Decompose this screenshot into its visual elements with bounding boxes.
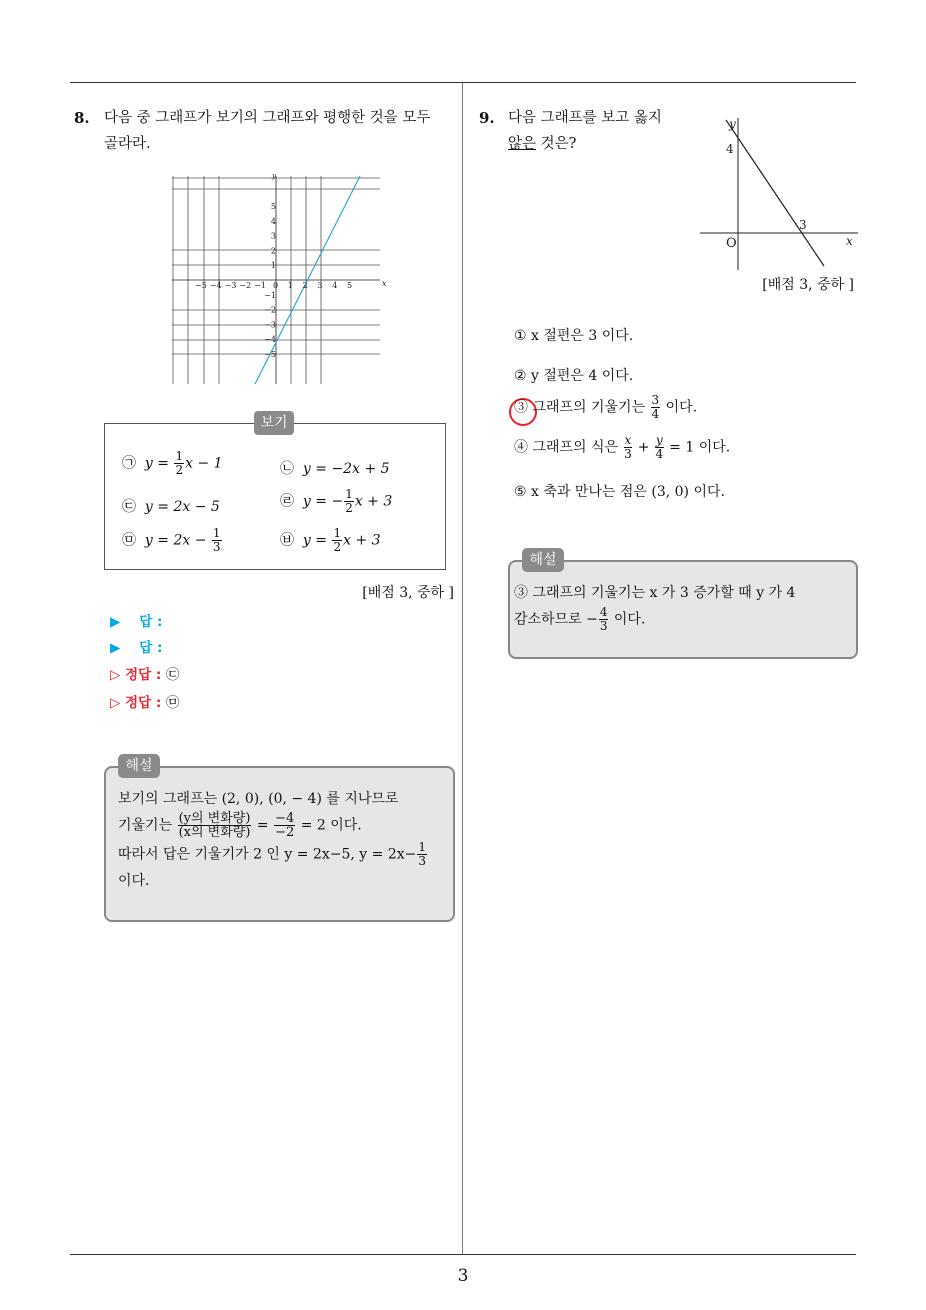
- q8-x-tick-label: 5: [347, 281, 353, 290]
- option-a-num: 1: [175, 449, 184, 463]
- option-f-num: 1: [333, 526, 342, 540]
- q9-line2-underlined: 않은: [508, 136, 537, 152]
- q8-line1: 다음 중 그래프가 보기의 그래프와 평행한 것을 모두: [104, 110, 431, 126]
- correct-line-2: [110, 691, 179, 711]
- q8-x-tick-label: 3: [317, 281, 323, 290]
- page-number: 3: [457, 1266, 469, 1286]
- q8-y-tick-label: 1: [270, 261, 276, 271]
- q9-solution-tag: 해설: [522, 548, 564, 572]
- q8-x-tick-label: 4: [332, 281, 338, 290]
- option-e-mark: ㉤: [122, 532, 136, 549]
- q8-solution-frac3-num: 1: [418, 840, 426, 854]
- q9-solution-line2-post: 이다.: [613, 611, 646, 628]
- option-d-frac: [344, 488, 354, 515]
- option-b-text: y = −2x + 5: [302, 461, 390, 477]
- option-f-frac: [332, 527, 342, 554]
- q9-choice-4: [514, 434, 730, 461]
- q8-solution-line3: [118, 841, 448, 868]
- q8-y-tick-label: 5: [270, 202, 276, 211]
- q9-line1: 다음 그래프를 보고 옳지: [508, 110, 662, 126]
- q9-solution-den: 3: [599, 619, 608, 633]
- q8-solution-line2-post: = 2 이다.: [300, 817, 362, 834]
- option-a-mark: ㉠: [122, 455, 136, 472]
- option-f: [280, 527, 381, 554]
- q8-y-tick-label: −4: [264, 335, 276, 345]
- option-c-text: y = 2x − 5: [144, 499, 220, 515]
- q8-x-tick-label: 2: [302, 281, 308, 290]
- q8-solution-frac2-num: −4: [275, 811, 295, 826]
- option-d: [280, 488, 392, 515]
- correct-label-2: 정답 :: [125, 695, 162, 711]
- option-d-den: 2: [345, 501, 353, 515]
- q9-text: [508, 105, 662, 157]
- bottom-rule: [70, 1254, 856, 1255]
- q9-choice-4-frac1: [624, 434, 633, 461]
- q8-x-tick-label: 0: [273, 281, 279, 290]
- q8-y-tick-label: 4: [270, 216, 276, 226]
- q8-number: 8.: [74, 109, 90, 127]
- q8-solution-tag: 해설: [118, 754, 160, 778]
- q9-solution-line1: ③ 그래프의 기울기는 x 가 3 증가할 때 y 가 4: [514, 585, 796, 601]
- q8-solution-frac1-den: (x의 변화량): [178, 825, 251, 840]
- top-rule: [70, 82, 856, 83]
- q9-origin-label: O: [726, 236, 737, 251]
- option-e-frac: [212, 527, 222, 554]
- q9-y-intercept-label: 4: [726, 142, 734, 156]
- q9-meta: [배점 3, 중하 ]: [762, 277, 854, 293]
- outline-play-icon: ▷: [110, 667, 121, 683]
- q9-choice-3: [514, 394, 697, 421]
- option-c-mark: ㉢: [122, 499, 136, 515]
- q8-y-tick-label: 3: [270, 231, 276, 241]
- q8-y-tick-label: −2: [264, 305, 276, 315]
- q8-x-tick-label: −5: [195, 281, 207, 290]
- q8-solution-frac1-num: (y의 변화량): [178, 811, 251, 826]
- q9-choice-4-den2: 4: [655, 447, 664, 461]
- option-f-den: 2: [333, 540, 342, 554]
- q8-solution-line3-pre: 따라서 답은 기울기가 2 인 y = 2x−5, y = 2x−: [118, 846, 417, 863]
- answer-label-2: 답 :: [139, 640, 163, 656]
- answer-label-1: 답 :: [139, 614, 163, 630]
- option-b-mark: ㉡: [280, 461, 294, 477]
- option-f-mark: ㉥: [280, 532, 294, 549]
- q9-choice-4-num1: x: [624, 433, 632, 447]
- q8-solution-line4: 이다.: [118, 873, 150, 889]
- q9-solution-frac: [599, 606, 609, 633]
- q9-choice-3-pre: ③ 그래프의 기울기는: [514, 399, 646, 416]
- outline-play-icon: ▷: [110, 695, 121, 711]
- q8-solution-line2-pre: 기울기는: [118, 817, 173, 834]
- correct-value-1: ㉢: [165, 667, 180, 683]
- q8-y-tick-label: −3: [264, 320, 276, 330]
- q9-solution-line2-pre: 감소하므로 −: [514, 611, 598, 628]
- option-a-post: x − 1: [185, 455, 223, 472]
- q9-graph-line: [726, 120, 824, 266]
- q9-graph: [698, 112, 860, 272]
- q8-solution-frac1: [178, 812, 252, 839]
- correct-line-1: [110, 663, 179, 683]
- q8-solution-line1: 보기의 그래프는 (2, 0), (0, − 4) 를 지나므로: [118, 791, 399, 807]
- option-e-num: 1: [212, 526, 221, 540]
- q9-line2-rest: 것은?: [536, 136, 577, 152]
- q9-choice-3-frac: [651, 394, 661, 421]
- q8-text: [104, 105, 430, 157]
- q9-y-axis-label: y: [729, 117, 736, 131]
- play-icon: ▶: [110, 614, 121, 630]
- answer-line-2: [110, 636, 162, 656]
- q8-x-tick-label: −1: [254, 281, 266, 290]
- option-c: [122, 496, 220, 516]
- option-d-post: x + 3: [354, 493, 393, 510]
- bogi-tag: 보기: [254, 411, 294, 435]
- q8-x-tick-label: −3: [224, 281, 237, 290]
- q8-x-tick-label: 1: [287, 281, 293, 290]
- q8-graph: [172, 172, 387, 384]
- option-e-den: 3: [212, 540, 221, 554]
- option-a-frac: [174, 450, 184, 477]
- q9-line2: [508, 131, 662, 157]
- q8-y-axis-label: y: [272, 172, 276, 180]
- q8-x-tick-label: −2: [239, 281, 252, 290]
- q9-choice-3-post: 이다.: [665, 399, 698, 416]
- q8-y-tick-label: −1: [264, 290, 276, 300]
- q8-solution-frac3: [417, 841, 427, 868]
- q9-choice-1: ① x 절편은 3 이다.: [514, 328, 634, 344]
- q8-solution-line2: [118, 812, 448, 839]
- option-d-pre: y = −: [302, 493, 344, 510]
- option-e-pre: y = 2x −: [144, 532, 211, 549]
- q9-choice-3-num: 3: [651, 393, 660, 407]
- q8-solution-frac3-den: 3: [418, 854, 426, 868]
- q8-solution-frac2-den: −2: [275, 825, 295, 840]
- q8-x-axis-label: x: [382, 279, 387, 288]
- option-a-pre: y =: [144, 455, 174, 472]
- option-d-num: 1: [345, 487, 353, 501]
- option-e: [122, 527, 223, 554]
- option-f-pre: y =: [302, 532, 332, 549]
- option-d-mark: ㉣: [280, 493, 294, 510]
- column-divider: [462, 83, 463, 1254]
- correct-label-1: 정답 :: [125, 667, 162, 683]
- q9-x-axis-label: x: [846, 234, 853, 248]
- q9-choice-2: ② y 절편은 4 이다.: [514, 368, 634, 384]
- correct-value-2: ㉤: [165, 695, 180, 711]
- option-f-post: x + 3: [343, 532, 381, 549]
- q8-x-tick-label: −4: [209, 281, 222, 290]
- play-icon: ▶: [110, 640, 121, 656]
- q8-y-tick-label: −5: [264, 350, 276, 359]
- answer-line-1: [110, 610, 162, 630]
- option-a: [122, 450, 223, 477]
- q8-line2: 골라라.: [104, 136, 151, 152]
- q9-choice-4-plus: +: [637, 439, 650, 456]
- q9-solution-text: [514, 580, 850, 633]
- q9-choice-3-den: 4: [651, 407, 660, 421]
- q8-y-tick-label: 2: [270, 246, 276, 256]
- q9-solution-num: 4: [599, 605, 608, 619]
- q8-solution-frac2: [274, 812, 295, 839]
- q9-choice-4-den1: 3: [624, 447, 632, 461]
- q8-solution-eq: =: [256, 817, 269, 834]
- q9-x-intercept-label: 3: [799, 218, 807, 232]
- q9-solution-line2: [514, 606, 850, 633]
- q9-choice-4-num2: y: [655, 433, 663, 447]
- q9-number: 9.: [479, 109, 495, 127]
- q8-meta: [배점 3, 중하 ]: [362, 585, 454, 601]
- q9-choice-5: ⑤ x 축과 만나는 점은 (3, 0) 이다.: [514, 484, 725, 500]
- q9-choice-4-post: = 1 이다.: [669, 439, 731, 456]
- q8-solution-text: [118, 786, 448, 894]
- option-b: [280, 458, 390, 478]
- q9-choice-4-frac2: [655, 434, 664, 461]
- option-a-den: 2: [175, 463, 184, 477]
- q9-choice-4-pre: ④ 그래프의 식은: [514, 439, 619, 456]
